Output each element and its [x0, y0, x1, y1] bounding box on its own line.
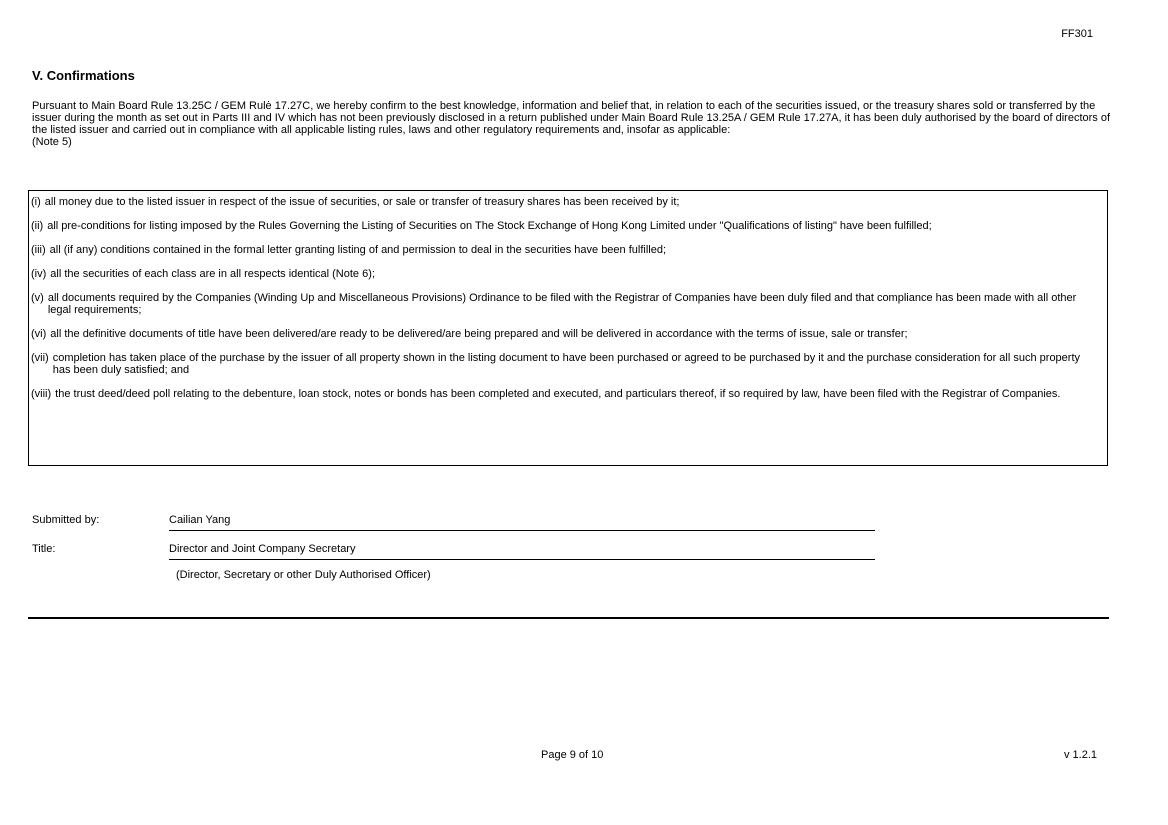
confirmation-number: (vii) — [31, 352, 49, 364]
confirmation-item — [31, 196, 1107, 208]
confirmation-text: all documents required by the Companies (Winding Up and Miscellaneous Provisions) Ordinance to be filed with the Registrar of Companies have been duly filed and that compliance has been made with all other legal requirements; — [47, 292, 1077, 316]
confirmation-item — [31, 388, 1107, 400]
title-value: Director and Joint Company Secretary — [169, 543, 875, 560]
intro-note: (Note 5) — [32, 136, 72, 148]
confirmation-text: all pre-conditions for listing imposed by the Rules Governing the Listing of Securities on The Stock Exchange of Hong Kong Limited under "Qualifications of listing" have been fulfilled; — [47, 220, 932, 232]
confirmation-number: (ii) — [31, 220, 44, 232]
form-code: FF301 — [1061, 28, 1093, 40]
confirmation-item — [31, 352, 1107, 376]
confirmation-text: all the securities of each class are in all respects identical (Note 6); — [50, 268, 375, 280]
confirmation-number: (iii) — [31, 244, 46, 256]
version-label: v 1.2.1 — [1063, 749, 1097, 761]
intro-text: Pursuant to Main Board Rule 13.25C / GEM Rulė 17.27C, we hereby confirm to the best knowledge, information and belief that, in relation to each of the securities issued, or the treasury shares sold or transferred by the issuer during the month as set out in Parts III and IV which has not been previously disclosed in a return published under Main Board Rule 13.25A / GEM Rule 17.27A, it has been duly authorised by the board of directors of the listed issuer and carried out in compliance with all applicable listing rules, laws and other regulatory requirements and, insofar as applicable: — [32, 100, 1111, 136]
section-divider — [28, 617, 1109, 619]
confirmation-item — [31, 292, 1107, 316]
section-title: V. Confirmations — [32, 68, 135, 83]
confirmation-text: all money due to the listed issuer in respect of the issue of securities, or sale or transfer of treasury shares has been received by it; — [44, 196, 680, 208]
confirmations-box — [28, 190, 1108, 466]
confirmation-number: (iv) — [31, 268, 47, 280]
confirmation-item — [31, 328, 1107, 340]
confirmation-number: (vi) — [31, 328, 47, 340]
confirmation-intro — [32, 100, 1112, 148]
confirmation-number: (i) — [31, 196, 41, 208]
confirmation-item — [31, 220, 1107, 232]
confirmation-item — [31, 268, 1107, 280]
confirmation-text: all the definitive documents of title have been delivered/are ready to be delivered/are being prepared and will be delivered in accordance with the terms of issue, sale or transfer; — [50, 328, 908, 340]
page-number: Page 9 of 10 — [541, 749, 604, 761]
confirmation-text: completion has taken place of the purchase by the issuer of all property shown in the listing document to have been purchased or agreed to be purchased by it and the purchase consideration for all such property has been duly satisfied; and — [52, 352, 1081, 376]
title-label: Title: — [32, 543, 56, 555]
confirmation-number: (v) — [31, 292, 44, 304]
submitted-by-value: Cailian Yang — [169, 514, 875, 531]
title-hint: (Director, Secretary or other Duly Authorised Officer) — [176, 569, 431, 581]
confirmation-text: the trust deed/deed poll relating to the debenture, loan stock, notes or bonds has been completed and executed, and particulars thereof, if so required by law, have been filed with the Registrar of Companies. — [55, 388, 1061, 400]
confirmation-number: (viii) — [31, 388, 52, 400]
submitted-by-label: Submitted by: — [32, 514, 100, 526]
confirmation-text: all (if any) conditions contained in the formal letter granting listing of and permission to deal in the securities have been fulfilled; — [49, 244, 667, 256]
confirmation-item — [31, 244, 1107, 256]
